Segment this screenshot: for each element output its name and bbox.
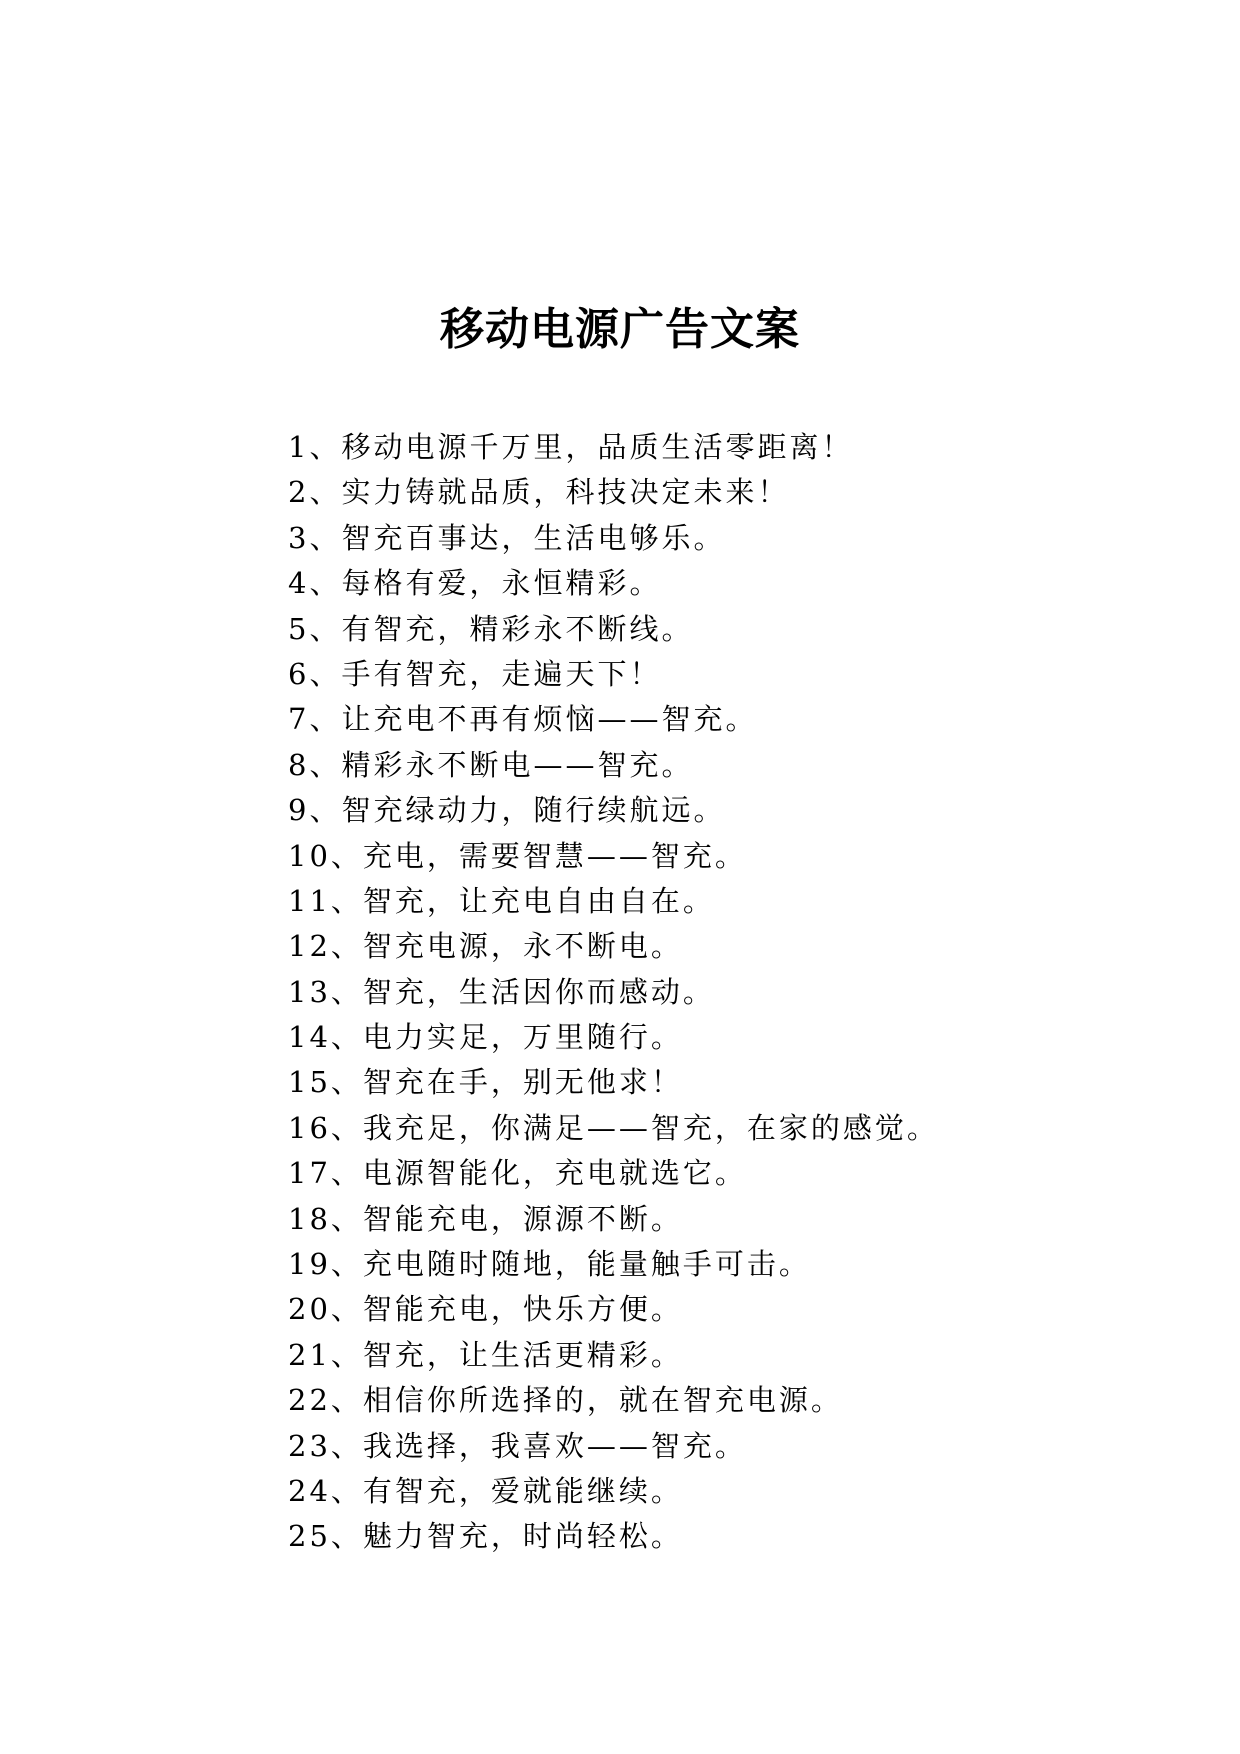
list-item: 25、魅力智充，时尚轻松。: [288, 1519, 683, 1554]
list-item: 21、智充，让生活更精彩。: [288, 1337, 683, 1372]
list-item: 6、手有智充，走遍天下！: [288, 656, 662, 691]
list-item: 13、智充，生活因你而感动。: [288, 974, 715, 1009]
list-item: 24、有智充，爱就能继续。: [288, 1473, 683, 1508]
list-item: 10、充电，需要智慧——智充。: [288, 838, 747, 873]
list-item: 8、精彩永不断电——智充。: [288, 747, 694, 782]
list-item: 19、充电随时随地，能量触手可击。: [288, 1247, 811, 1282]
list-item: 7、让充电不再有烦恼——智充。: [288, 702, 758, 737]
list-item: 23、我选择，我喜欢——智充。: [288, 1428, 747, 1463]
document-title: 移动电源广告文案: [440, 304, 800, 355]
list-item: 18、智能充电，源源不断。: [288, 1201, 683, 1236]
list-item: 5、有智充，精彩永不断线。: [288, 611, 694, 646]
list-item: 3、智充百事达，生活电够乐。: [288, 520, 726, 555]
list-item: 14、电力实足，万里随行。: [288, 1020, 683, 1055]
list-item: 1、移动电源千万里，品质生活零距离！: [288, 430, 854, 464]
list-item: 17、电源智能化，充电就选它。: [288, 1156, 747, 1191]
slogan-list: [288, 425, 939, 1560]
list-item: 2、实力铸就品质，科技决定未来！: [288, 475, 790, 510]
list-item: 20、智能充电，快乐方便。: [288, 1292, 683, 1327]
list-item: 16、我充足，你满足——智充，在家的感觉。: [288, 1110, 939, 1145]
list-item: 4、每格有爱，永恒精彩。: [288, 566, 662, 601]
list-item: 11、智充，让充电自由自在。: [288, 883, 715, 918]
list-item: 22、相信你所选择的，就在智充电源。: [288, 1383, 843, 1418]
list-item: 15、智充在手，别无他求！: [288, 1065, 683, 1100]
list-item: 12、智充电源，永不断电。: [288, 929, 683, 964]
list-item: 9、智充绿动力，随行续航远。: [288, 793, 726, 828]
